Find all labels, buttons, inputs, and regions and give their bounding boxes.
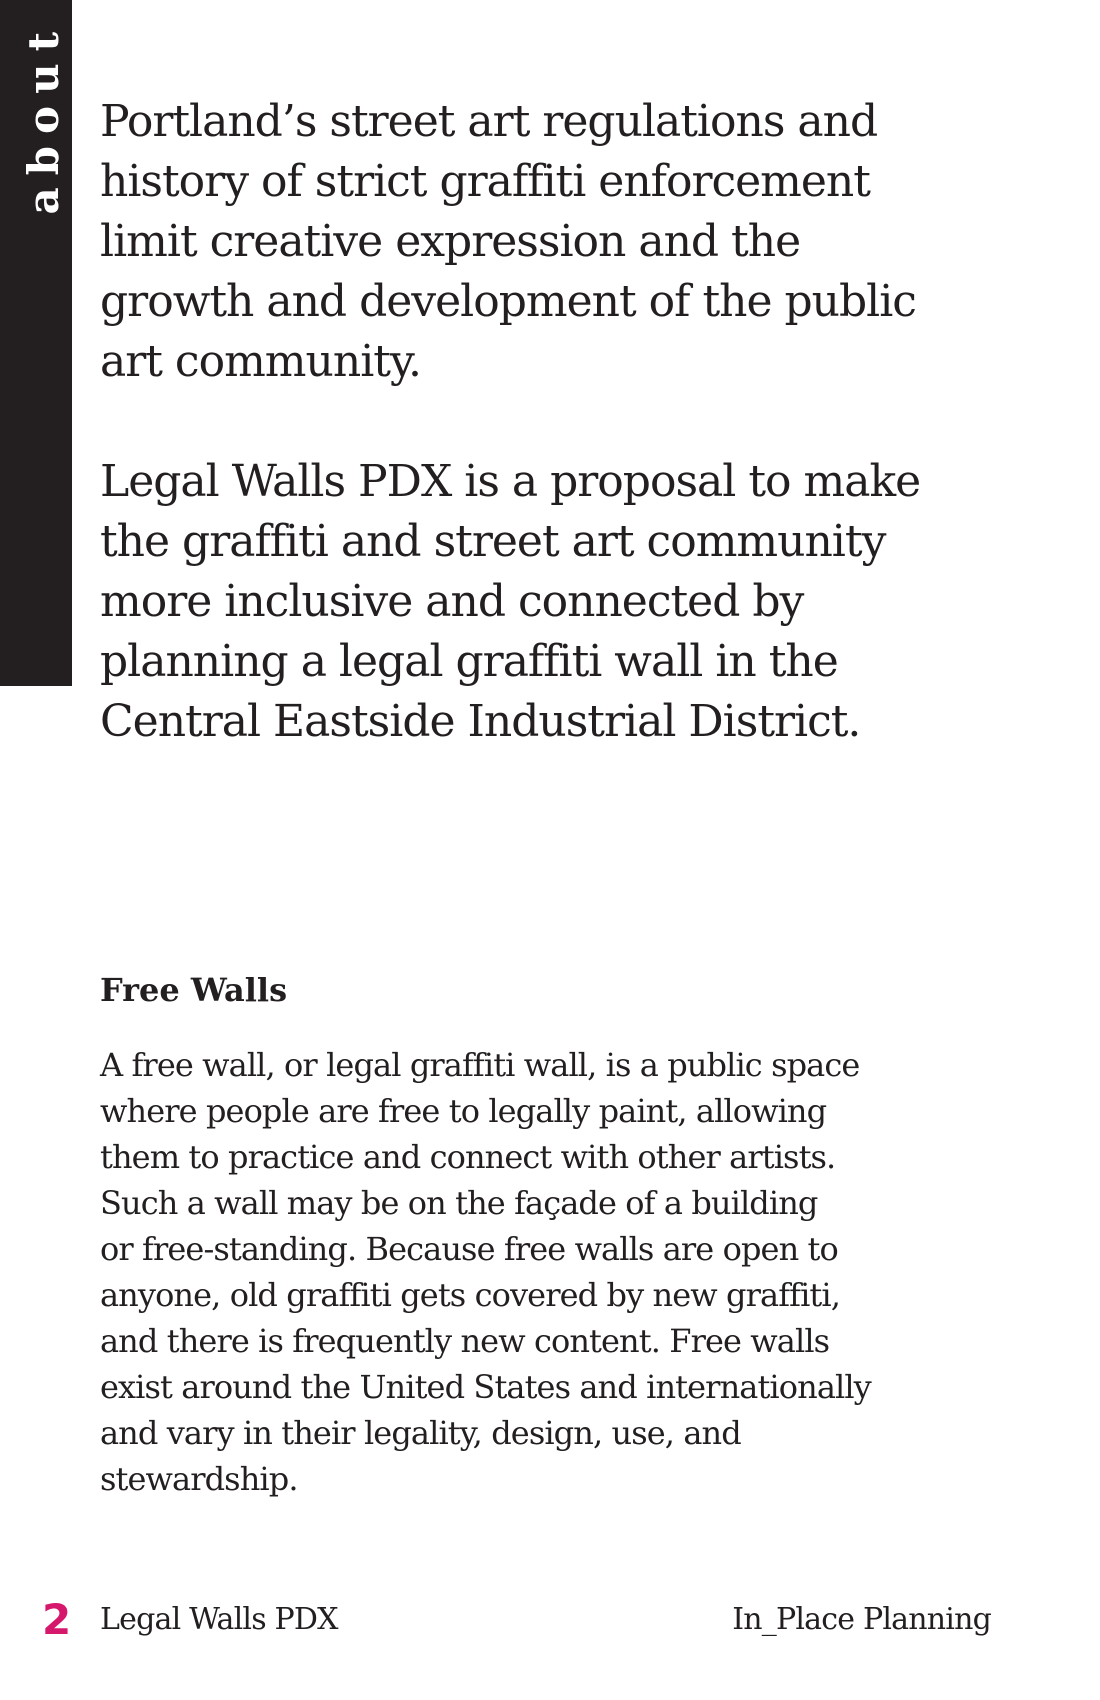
intro-paragraph: Portland’s street art regulations and history of strict graffiti enforcement limit creative expression and the growth and development of the public art community.	[100, 96, 916, 387]
footer-title: Legal Walls PDX	[100, 1602, 338, 1637]
intro-text	[100, 92, 1000, 752]
section-body: A free wall, or legal graffiti wall, is a public space where people are free to legally paint, allowing them to practice and connect with other artists. Such a wall may be on the façade of a building or free-standing. Because free walls are open to anyone, old graffiti gets covered by new graffiti, and there is frequently new content. Free walls exist around the United States and internationally and vary in their legality, design, use, and stewardship.	[100, 1046, 871, 1498]
side-tab	[0, 0, 72, 686]
free-walls-section	[100, 970, 1000, 1502]
section-heading: Free Walls	[100, 971, 288, 1009]
page-footer	[0, 1596, 1100, 1644]
intro-paragraph: Legal Walls PDX is a proposal to make the graffiti and street art community more inclusive and connected by planning a legal graffiti wall in the Central Eastside Industrial District.	[100, 456, 921, 747]
side-tab-label: about	[19, 20, 68, 215]
footer-publisher: In_Place Planning	[732, 1602, 991, 1637]
page-number: 2	[42, 1595, 72, 1644]
